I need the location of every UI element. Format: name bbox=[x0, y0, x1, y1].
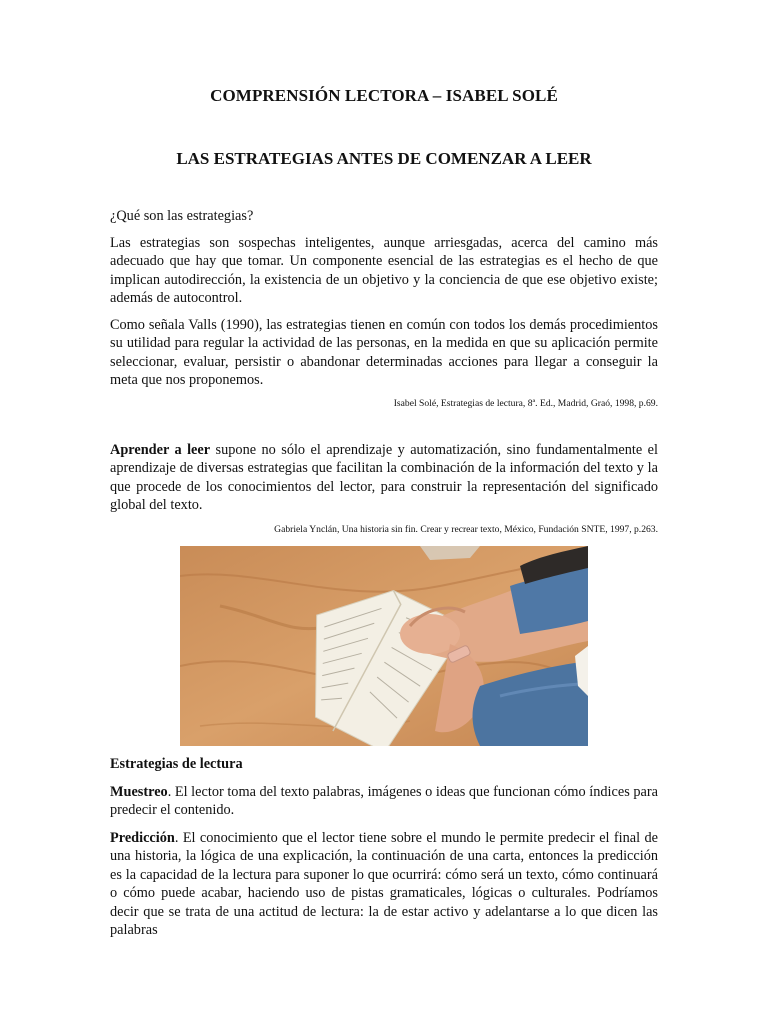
prediccion-rest: . El conocimiento que el lector tiene sobre el mundo le permite predecir el final de una historia, la lógica de una explicación, la continuación de una carta, entonces la predicción es la capacidad de la lectura para suponer lo que ocurrirá: cómo será un texto, cómo continuará o cómo puede acabar, haciendo uso de pistas gramaticales, lógicas o culturales. Podríamos decir que se trata de una actitud de lectura: la de estar activo y adelantarse a lo que dicen las palabras bbox=[110, 830, 658, 939]
paragraph-estrategias: Las estrategias son sospechas inteligentes, aunque arriesgadas, acerca del camino más adecuado que hay que tomar. Un componente esencial de las estrategias es el hecho de que implican autodirección, la existencia de un objetivo y la conciencia de que ese objetivo existe; además de autocontrol. bbox=[110, 235, 658, 307]
paragraph-valls: Como señala Valls (1990), las estrategias tienen en común con todos los demás procedimientos su utilidad para regular la actividad de las personas, en la medida en que su aplicación permite seleccionar, evaluar, persistir o abandonar determinadas acciones para llegar a conseguir la meta que nos proponemos. bbox=[110, 317, 658, 389]
citation-sole: Isabel Solé, Estrategias de lectura, 8ª. Ed., Madrid, Graó, 1998, p.69. bbox=[393, 398, 658, 409]
paragraph-aprender bbox=[110, 441, 658, 515]
question-line: ¿Qué son las estrategias? bbox=[110, 208, 254, 224]
paragraph-muestreo bbox=[110, 783, 658, 820]
document-title: COMPRENSIÓN LECTORA – ISABEL SOLÉ bbox=[210, 86, 558, 105]
section-heading: Estrategias de lectura bbox=[110, 756, 243, 772]
citation-ynclan: Gabriela Ynclán, Una historia sin fin. Crear y recrear texto, México, Fundación SNTE, 1997, p.263. bbox=[274, 524, 658, 535]
document-subtitle: LAS ESTRATEGIAS ANTES DE COMENZAR A LEER bbox=[176, 149, 592, 168]
paragraph-aprender-lead: Aprender a leer bbox=[110, 442, 211, 458]
muestreo-rest: . El lector toma del texto palabras, imágenes o ideas que funcionan cómo índices para predecir el contenido. bbox=[110, 784, 658, 819]
photo-illustration bbox=[180, 546, 588, 746]
prediccion-lead: Predicción bbox=[110, 830, 175, 846]
paragraph-prediccion bbox=[110, 829, 658, 939]
paragraph-aprender-rest: supone no sólo el aprendizaje y automatización, sino fundamentalmente el aprendizaje de diversas estrategias que facilitan la combinación de la información del texto y la que procede de los conocimientos del lector, para construir la representación del significado global del texto. bbox=[110, 442, 658, 514]
reading-bible-photo bbox=[180, 546, 588, 746]
muestreo-lead: Muestreo bbox=[110, 784, 168, 800]
